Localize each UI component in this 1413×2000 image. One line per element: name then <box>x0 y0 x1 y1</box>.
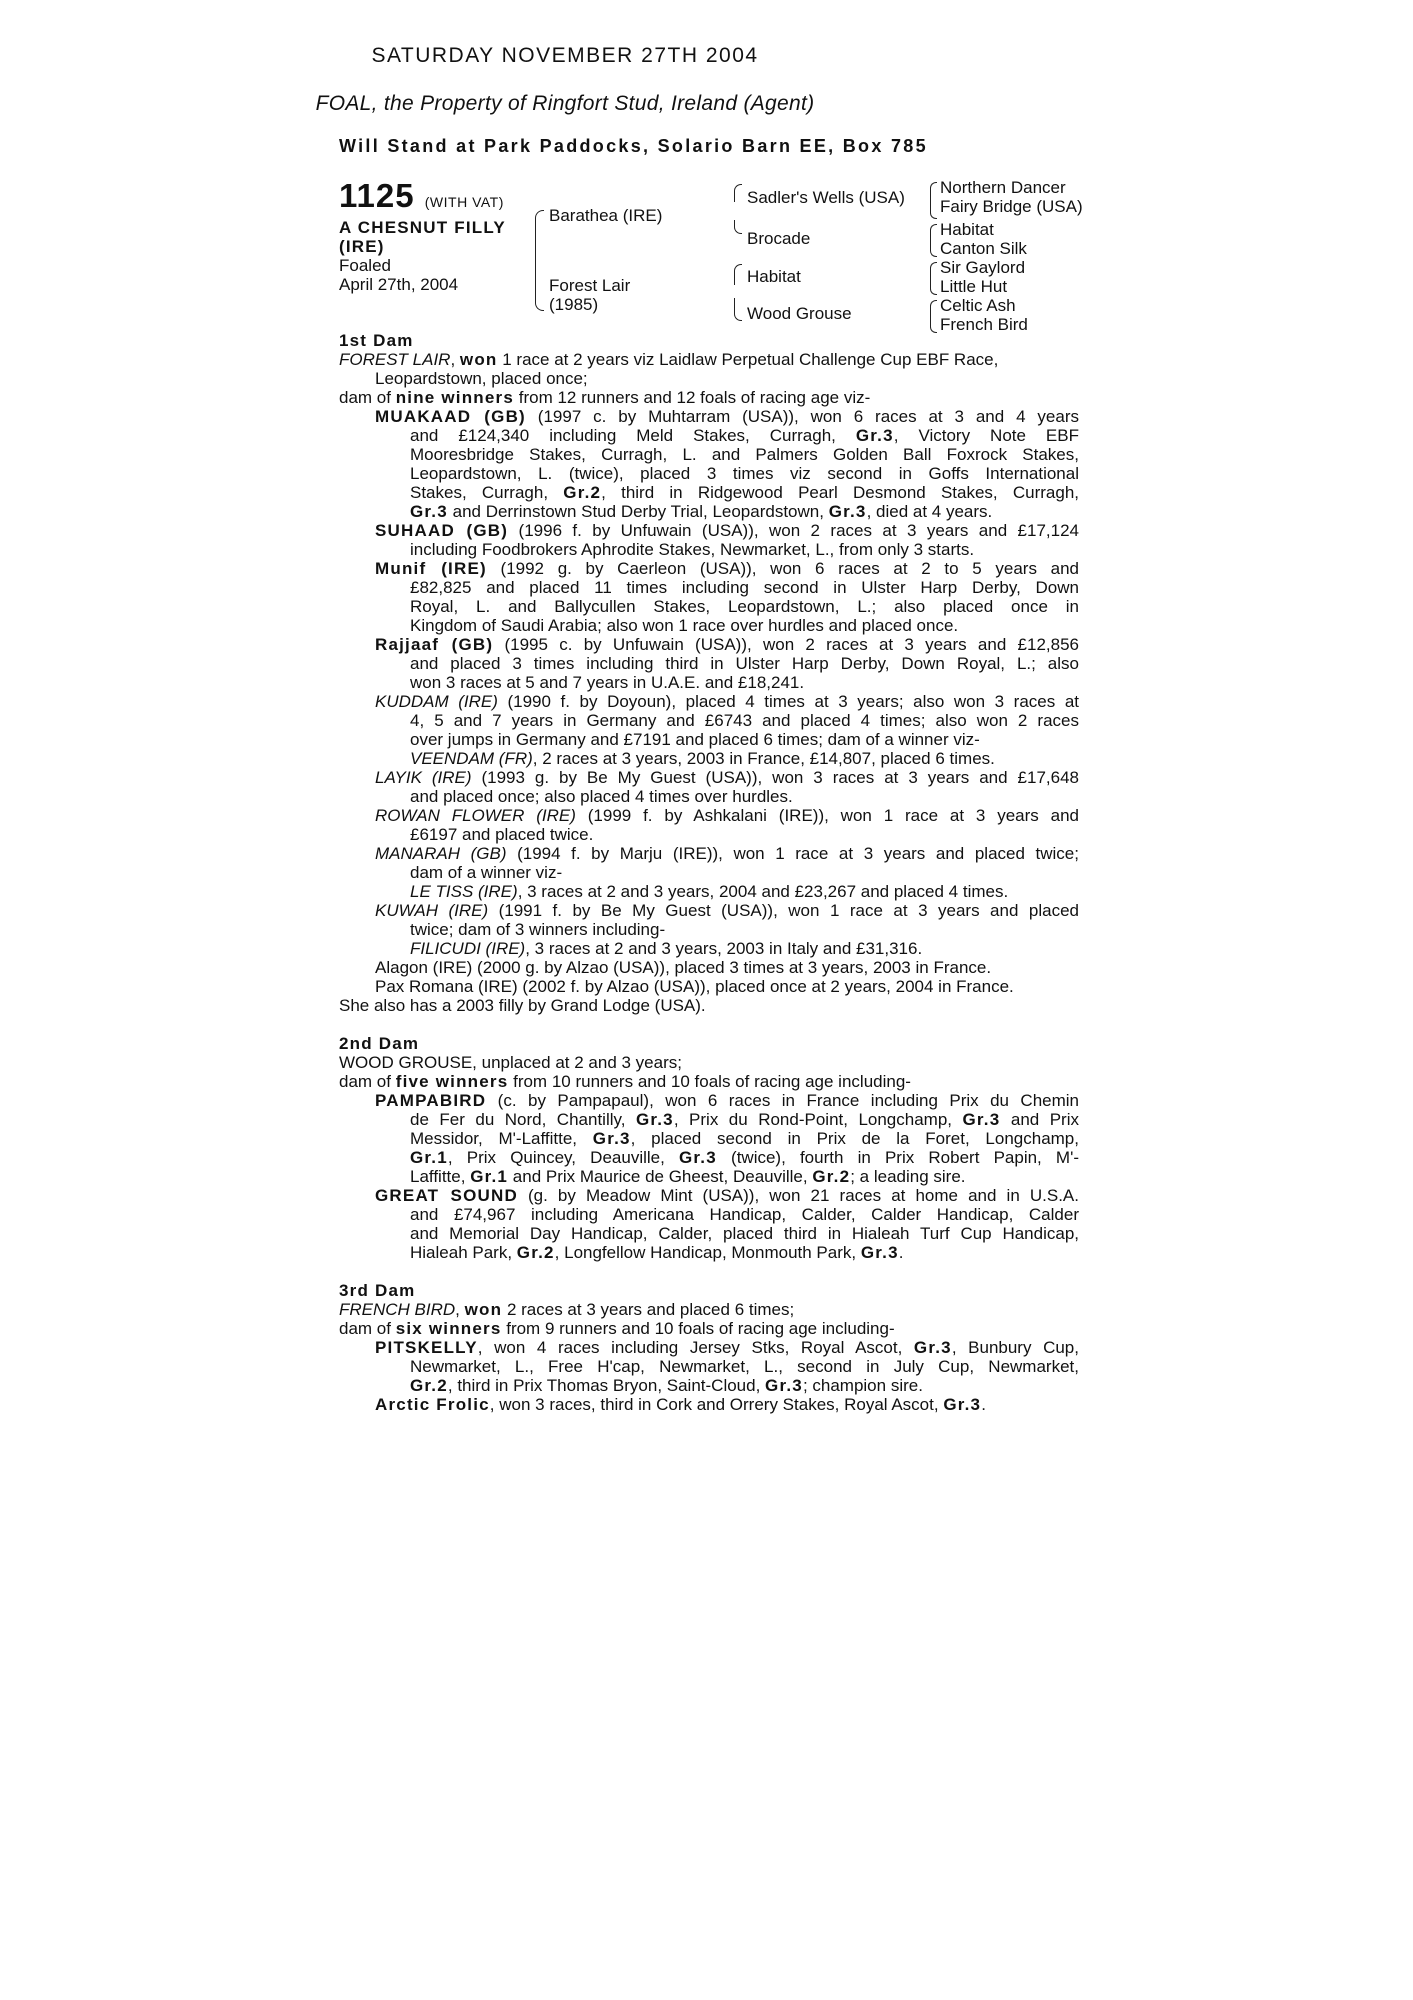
produce-line: Royal, L. and Ballycullen Stakes, Leopardstown, L.; also placed once in <box>410 597 1079 616</box>
second-dam-produce-summary: dam of five winners from 10 runners and 10 foals of racing age including- <box>339 1072 911 1091</box>
produce-line: MANARAH (GB) (1994 f. by Marju (IRE)), won 1 race at 3 years and placed twice; <box>375 844 1079 863</box>
produce-line: including Foodbrokers Aphrodite Stakes, Newmarket, L., from only 3 starts. <box>410 540 975 559</box>
produce-entry <box>339 692 1079 768</box>
gs-brace-4 <box>930 300 937 333</box>
lot-desc-2: (IRE) <box>339 237 385 256</box>
foaled-label: Foaled <box>339 256 391 275</box>
ggp-5: Sir Gaylord <box>940 258 1026 277</box>
foaled-info <box>339 256 458 294</box>
sale-date: SATURDAY NOVEMBER 27TH 2004 <box>371 44 759 67</box>
produce-line: PAMPABIRD (c. by Pampapaul), won 6 races in France including Prix du Chemin <box>375 1091 1079 1110</box>
produce-line: twice; dam of 3 winners including- <box>410 920 666 939</box>
produce-line: VEENDAM (FR), 2 races at 3 years, 2003 in France, £14,807, placed 6 times. <box>410 749 995 768</box>
catalogue-body <box>339 331 1079 1414</box>
produce-line: and placed 3 times including third in Ulster Harp Derby, Down Royal, L.; also <box>410 654 1079 673</box>
produce-line: over jumps in Germany and £7191 and placed 6 times; dam of a winner viz- <box>410 730 980 749</box>
produce-entry <box>339 1186 1079 1262</box>
ggp-7: Celtic Ash <box>940 296 1016 315</box>
produce-entry <box>339 1338 1079 1395</box>
produce-entry <box>339 407 1079 521</box>
produce-line: £82,825 and placed 11 times including second in Ulster Harp Derby, Down <box>410 578 1079 597</box>
produce-line: Laffitte, Gr.1 and Prix Maurice de Gheest, Deauville, Gr.2; a leading sire. <box>410 1167 966 1186</box>
produce-line: dam of a winner viz- <box>410 863 563 882</box>
produce-line: PITSKELLY, won 4 races including Jersey Stks, Royal Ascot, Gr.3, Bunbury Cup, <box>375 1338 1079 1357</box>
produce-line: Leopardstown, L. (twice), placed 3 times viz second in Goffs International <box>410 464 1079 483</box>
dam-year: (1985) <box>549 295 599 314</box>
ggp-4: Canton Silk <box>940 239 1027 258</box>
ggp-8: French Bird <box>940 315 1028 334</box>
produce-line: Hialeah Park, Gr.2, Longfellow Handicap, Monmouth Park, Gr.3. <box>410 1243 904 1262</box>
lot-number-value: 1125 <box>339 177 415 214</box>
produce-line: Stakes, Curragh, Gr.2, third in Ridgewood Pearl Desmond Stakes, Curragh, <box>410 483 1079 502</box>
produce-line: Gr.3 and Derrinstown Stud Derby Trial, Leopardstown, Gr.3, died at 4 years. <box>410 502 993 521</box>
vat-label: (WITH VAT) <box>424 194 504 210</box>
produce-entry <box>339 768 1079 806</box>
produce-line: FILICUDI (IRE), 3 races at 2 and 3 years, 2003 in Italy and £31,316. <box>410 939 923 958</box>
produce-entry <box>339 521 1079 559</box>
produce-line: £6197 and placed twice. <box>410 825 594 844</box>
produce-entry <box>339 559 1079 635</box>
pedigree-brace-lower <box>535 263 544 311</box>
ggp-2: Fairy Bridge (USA) <box>940 197 1083 216</box>
produce-entry <box>339 844 1079 901</box>
produce-line: LE TISS (IRE), 3 races at 2 and 3 years, 2004 and £23,267 and placed 4 times. <box>410 882 1009 901</box>
first-dam-line: FOREST LAIR, won 1 race at 2 years viz Laidlaw Perpetual Challenge Cup EBF Race, <box>339 350 999 369</box>
produce-entry-pax-romana: Pax Romana (IRE) (2002 f. by Alzao (USA)), placed once at 2 years, 2004 in France. <box>375 977 1014 996</box>
produce-line: KUWAH (IRE) (1991 f. by Be My Guest (USA)), won 1 race at 3 years and placed <box>375 901 1079 920</box>
produce-line: and £124,340 including Meld Stakes, Curragh, Gr.3, Victory Note EBF <box>410 426 1079 445</box>
dam-name <box>549 276 630 314</box>
lot-description <box>339 218 506 256</box>
produce-line: Munif (IRE) (1992 g. by Caerleon (USA)), won 6 races at 2 to 5 years and <box>375 559 1079 578</box>
produce-line: Mooresbridge Stakes, Curragh, L. and Palmers Golden Ball Foxrock Stakes, <box>410 445 1079 464</box>
produce-line: GREAT SOUND (g. by Meadow Mint (USA)), won 21 races at home and in U.S.A. <box>375 1186 1079 1205</box>
produce-entry <box>339 806 1079 844</box>
produce-line: SUHAAD (GB) (1996 f. by Unfuwain (USA)), won 2 races at 3 years and £17,124 <box>375 521 1080 540</box>
second-dam-heading: 2nd Dam <box>339 1034 420 1053</box>
produce-line: Gr.1, Prix Quincey, Deauville, Gr.3 (twice), fourth in Prix Robert Papin, M'- <box>410 1148 1079 1167</box>
produce-line: ROWAN FLOWER (IRE) (1999 f. by Ashkalani (IRE)), won 1 race at 3 years and <box>375 806 1079 825</box>
produce-line: Rajjaaf (GB) (1995 c. by Unfuwain (USA)), won 2 races at 3 years and £12,856 <box>375 635 1079 654</box>
produce-entry <box>339 901 1079 958</box>
produce-line: Newmarket, L., Free H'cap, Newmarket, L., second in July Cup, Newmarket, <box>410 1357 1079 1376</box>
second-dam-line: WOOD GROUSE, unplaced at 2 and 3 years; <box>339 1053 682 1072</box>
produce-entry <box>339 1091 1079 1186</box>
produce-line: won 3 races at 5 and 7 years in U.A.E. and £18,241. <box>410 673 805 692</box>
produce-line: MUAKAAD (GB) (1997 c. by Muhtarram (USA)), won 6 races at 3 and 4 years <box>375 407 1079 426</box>
produce-line: Kingdom of Saudi Arabia; also won 1 race over hurdles and placed once. <box>410 616 959 635</box>
sire-brace-top <box>734 184 742 202</box>
gs-brace-2 <box>930 224 937 257</box>
sire-dam: Brocade <box>747 229 811 248</box>
produce-entry <box>339 635 1079 692</box>
first-dam-line: Leopardstown, placed once; <box>375 369 588 388</box>
produce-line: de Fer du Nord, Chantilly, Gr.3, Prix du Rond-Point, Longchamp, Gr.3 and Prix <box>410 1110 1079 1129</box>
ggp-3: Habitat <box>940 220 994 239</box>
produce-line: and Memorial Day Handicap, Calder, placed third in Hialeah Turf Cup Handicap, <box>410 1224 1079 1243</box>
dam-brace-top <box>734 264 742 285</box>
sire-name: Barathea (IRE) <box>549 206 663 225</box>
dam-brace-bottom <box>734 298 742 321</box>
produce-line: and £74,967 including Americana Handicap, Calder, Calder Handicap, Calder <box>410 1205 1079 1224</box>
produce-entry-alagon: Alagon (IRE) (2000 g. by Alzao (USA)), placed 3 times at 3 years, 2003 in France. <box>375 958 992 977</box>
produce-entry-arctic-frolic: Arctic Frolic, won 3 races, third in Cork and Orrery Stakes, Royal Ascot, Gr.3. <box>375 1395 986 1414</box>
foaled-date: April 27th, 2004 <box>339 275 459 294</box>
produce-line: Messidor, M'-Laffitte, Gr.3, placed second in Prix de la Foret, Longchamp, <box>410 1129 1079 1148</box>
third-dam-line: FRENCH BIRD, won 2 races at 3 years and placed 6 times; <box>339 1300 795 1319</box>
first-dam-produce-summary: dam of nine winners from 12 runners and 12 foals of racing age viz- <box>339 388 871 407</box>
sire-brace-bottom <box>734 220 742 234</box>
dam-dam: Wood Grouse <box>747 304 852 323</box>
pedigree-brace-upper <box>535 210 544 264</box>
dam-sire: Habitat <box>747 267 801 286</box>
gs-brace-1 <box>930 182 937 219</box>
produce-note: She also has a 2003 filly by Grand Lodge (USA). <box>339 996 706 1015</box>
sire-sire: Sadler's Wells (USA) <box>747 188 905 207</box>
vendor-line: FOAL, the Property of Ringfort Stud, Ireland (Agent) <box>315 92 815 115</box>
produce-line: 4, 5 and 7 years in Germany and £6743 and placed 4 times; also won 2 races <box>410 711 1079 730</box>
dam-name-line: Forest Lair <box>549 276 631 295</box>
produce-line: Gr.2, third in Prix Thomas Bryon, Saint-Cloud, Gr.3; champion sire. <box>410 1376 923 1395</box>
first-dam-heading: 1st Dam <box>339 331 414 350</box>
produce-line: LAYIK (IRE) (1993 g. by Be My Guest (USA)), won 3 races at 3 years and £17,648 <box>375 768 1079 787</box>
lot-number <box>339 177 504 215</box>
gs-brace-3 <box>930 262 937 295</box>
third-dam-produce-summary: dam of six winners from 9 runners and 10 foals of racing age including- <box>339 1319 895 1338</box>
produce-line: KUDDAM (IRE) (1990 f. by Doyoun), placed 4 times at 3 years; also won 3 races at <box>375 692 1079 711</box>
stabling-line: Will Stand at Park Paddocks, Solario Barn EE, Box 785 <box>339 136 928 156</box>
ggp-6: Little Hut <box>940 277 1008 296</box>
ggp-1: Northern Dancer <box>940 178 1066 197</box>
third-dam-heading: 3rd Dam <box>339 1281 416 1300</box>
lot-desc-1: A CHESNUT FILLY <box>339 218 506 237</box>
produce-line: and placed once; also placed 4 times over hurdles. <box>410 787 793 806</box>
